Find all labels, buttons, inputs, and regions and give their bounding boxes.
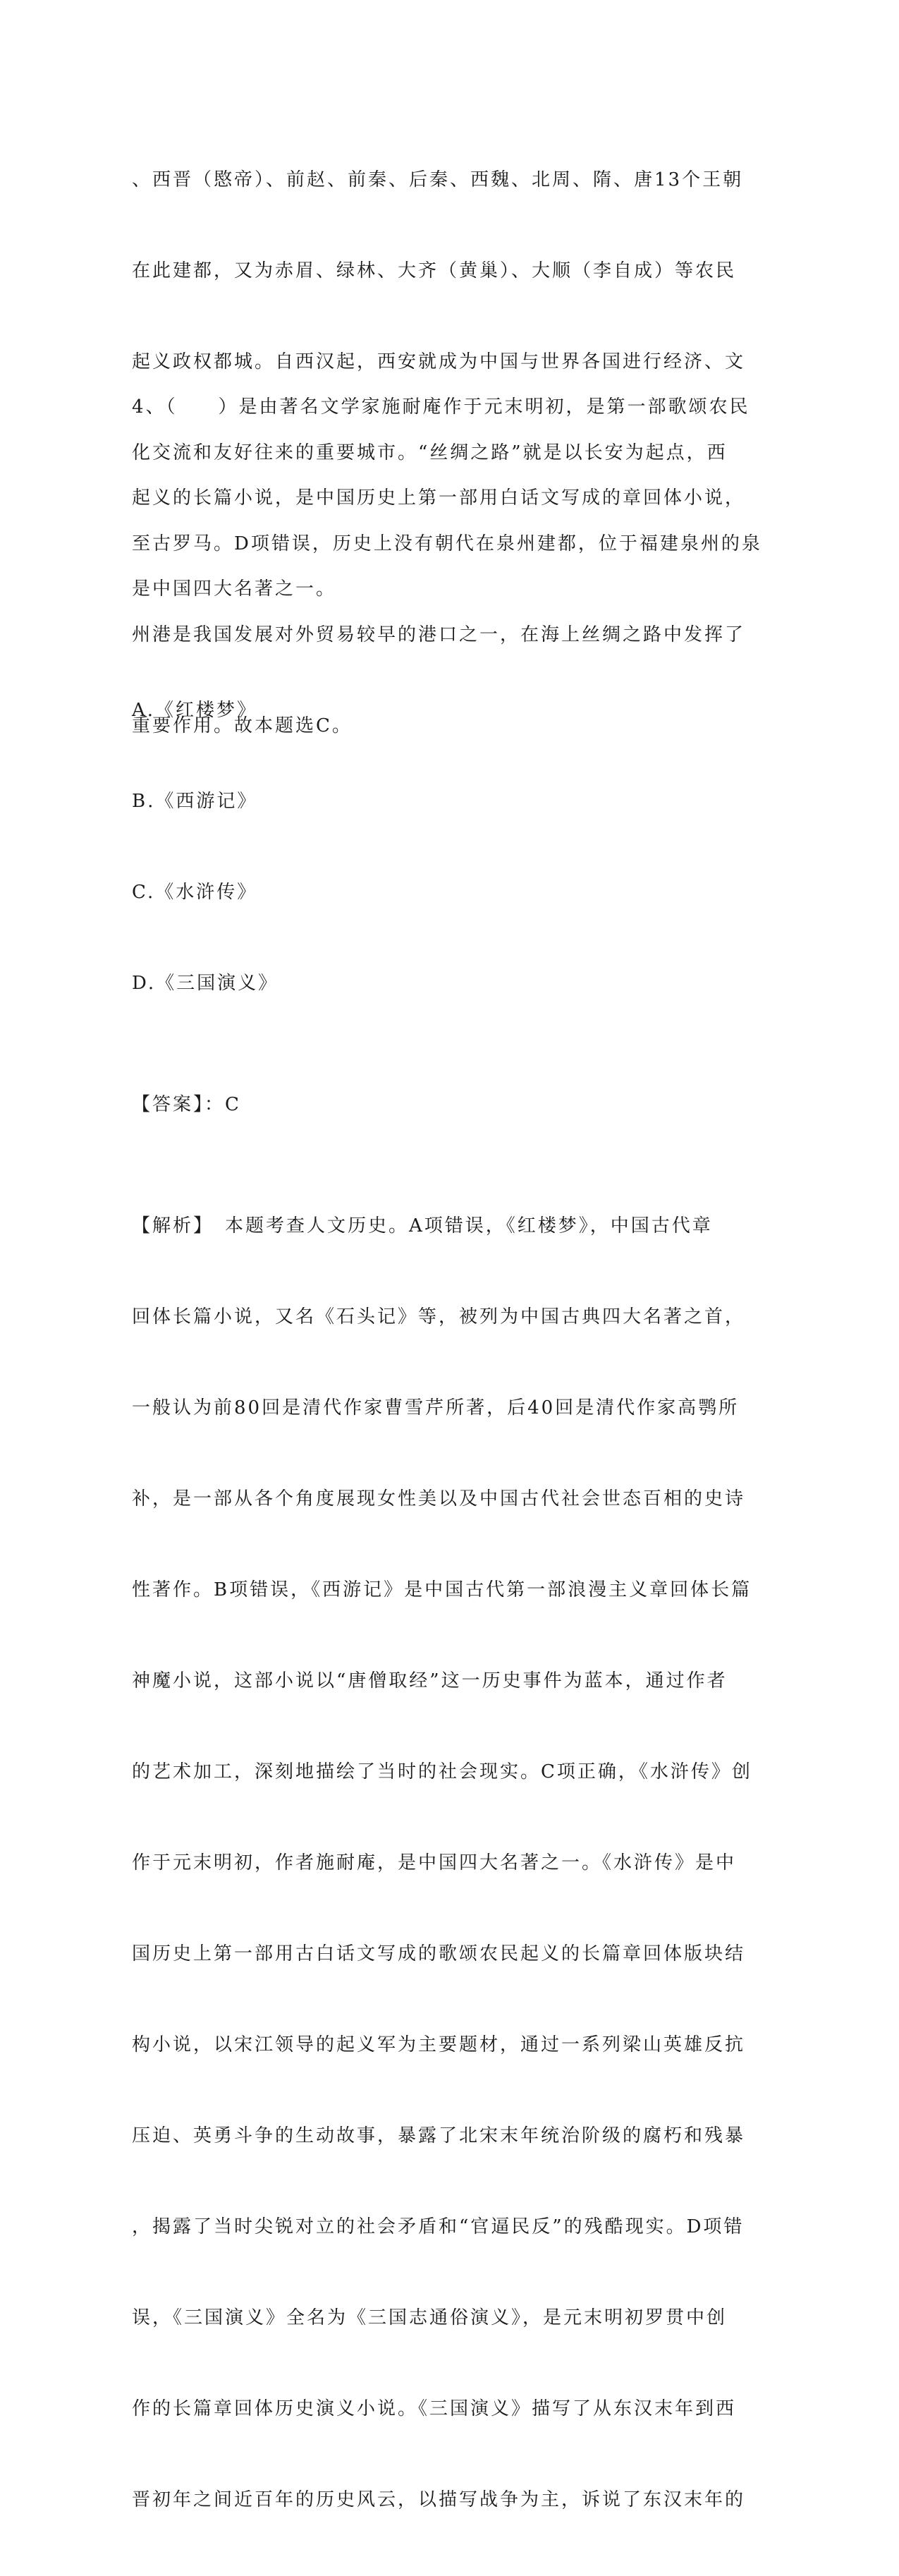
explanation-line: 至古罗马。D项错误，历史上没有朝代在泉州建都，位于福建泉州的泉 (132, 533, 762, 554)
analysis-line: 一般认为前80回是清代作家曹雪芹所著，后40回是清代作家高鹗所 (132, 1397, 740, 1418)
option-b: B.《西游记》 (132, 791, 258, 812)
analysis-line: 构小说，以宋江领导的起义军为主要题材，通过一系列梁山英雄反抗 (132, 2034, 746, 2055)
analysis-line: 补，是一部从各个角度展现女性美以及中国古代社会世态百相的史诗 (132, 1488, 746, 1509)
analysis-line: ，揭露了当时尖锐对立的社会矛盾和“官逼民反”的残酷现实。D项错 (132, 2216, 745, 2237)
analysis-line: 晋初年之间近百年的历史风云，以描写战争为主，诉说了东汉末年的 (132, 2489, 746, 2510)
analysis-line: 神魔小说，这部小说以“唐僧取经”这一历史事件为蓝本，通过作者 (132, 1670, 728, 1691)
explanation-line: 化交流和友好往来的重要城市。“丝绸之路”就是以长安为起点，西 (132, 442, 728, 463)
question-4 (132, 332, 766, 2576)
explanation-line: 、西晋（愍帝）、前赵、前秦、后秦、西魏、北周、隋、唐13个王朝 (132, 169, 744, 190)
analysis-line: 【解析】 本题考查人文历史。A项错误，《红楼梦》，中国古代章 (132, 1215, 713, 1237)
explanation-line: 起义政权都城。自西汉起，西安就成为中国与世界各国进行经济、文 (132, 351, 746, 372)
analysis-line: 误，《三国演义》全名为《三国志通俗演义》，是元末明初罗贯中创 (132, 2307, 728, 2328)
option-c: C.《水浒传》 (132, 882, 258, 903)
analysis-line: 作于元末明初，作者施耐庵，是中国四大名著之一。《水浒传》是中 (132, 1852, 737, 1873)
analysis-line: 国历史上第一部用古白话文写成的歌颂农民起义的长篇章回体版块结 (132, 1943, 746, 1964)
analysis-line: 回体长篇小说，又名《石头记》等，被列为中国古典四大名著之首， (132, 1306, 746, 1328)
question-stem-line: 起义的长篇小说，是中国历史上第一部用白话文写成的章回体小说， (132, 487, 746, 509)
option-a: A.《红楼梦》 (132, 700, 258, 721)
analysis-line: 压迫、英勇斗争的生动故事，暴露了北宋末年统治阶级的腐朽和残暴 (132, 2125, 746, 2146)
question-stem-line: 4、（ ）是由著名文学家施耐庵作于元末明初，是第一部歌颂农民 (132, 396, 750, 418)
answer-line: 【答案】：C (132, 1094, 241, 1115)
analysis-line: 性著作。B项错误，《西游记》是中国古代第一部浪漫主义章回体长篇 (132, 1579, 752, 1600)
explanation-line: 在此建都，又为赤眉、绿林、大齐（黄巢）、大顺（李自成）等农民 (132, 260, 737, 281)
option-d: D.《三国演义》 (132, 973, 279, 994)
explanation-line: 州港是我国发展对外贸易较早的港口之一，在海上丝绸之路中发挥了 (132, 624, 746, 645)
analysis-line: 的艺术加工，深刻地描绘了当时的社会现实。C项正确，《水浒传》创 (132, 1761, 752, 1782)
analysis-line: 作的长篇章回体历史演义小说。《三国演义》描写了从东汉末年到西 (132, 2398, 737, 2419)
explanation-line: 重要作用。故本题选C。 (132, 715, 353, 736)
question-stem-line: 是中国四大名著之一。 (132, 578, 337, 600)
